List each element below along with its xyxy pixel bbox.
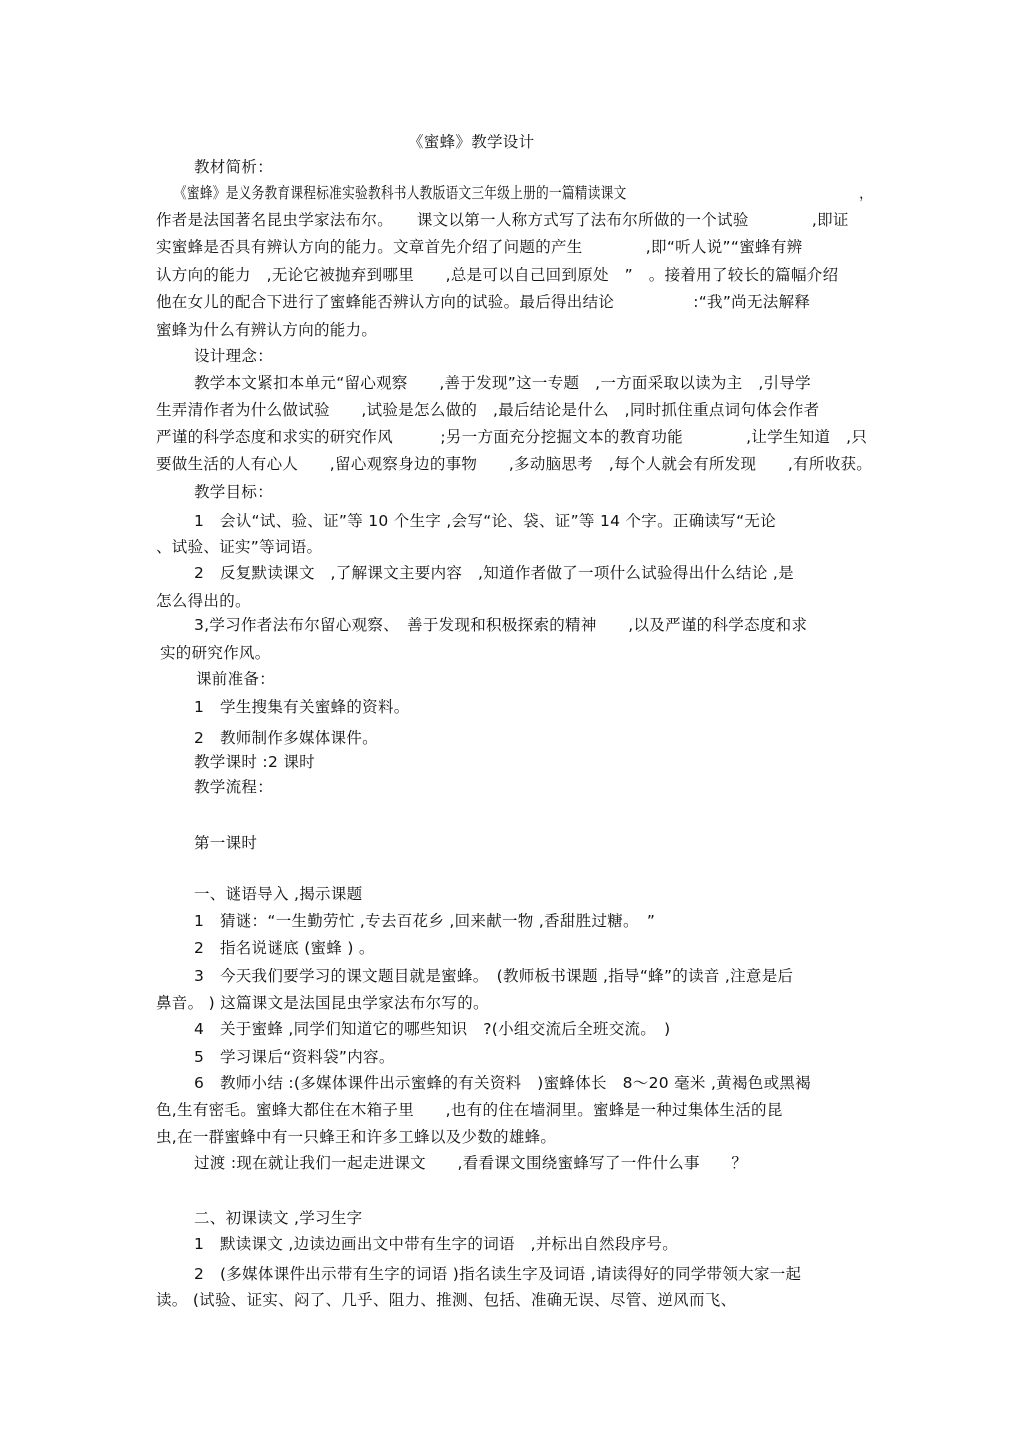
list-item: 2 反复默读课文 ,了解课文主要内容 ,知道作者做了一项什么试验得出什么结论 ,是 [194, 564, 794, 582]
paragraph-line: 认方向的能力 ,无论它被抛弃到哪里 ,总是可以自己回到原处 ” 。接着用了较长的篇幅介绍 [156, 266, 839, 284]
paragraph-line: 虫,在一群蜜蜂中有一只蜂王和许多工蜂以及少数的雄蜂。 [156, 1128, 557, 1146]
heading-first-lesson: 第一课时 [194, 834, 258, 852]
list-item: 1 会认“试、验、证”等 10 个生字 ,会写“论、袋、证”等 14 个字。正确读写“无论 [194, 512, 777, 530]
heading-teaching-flow: 教学流程： [194, 778, 274, 796]
list-item: 2 教师制作多媒体课件。 [194, 729, 378, 747]
list-item: 4 关于蜜蜂 ,同学们知道它的哪些知识 ?(小组交流后全班交流。 ) [194, 1020, 671, 1038]
list-item: 2 指名说谜底 (蜜蜂 ) 。 [194, 939, 375, 957]
heading-textbook-analysis: 教材简析： [194, 158, 274, 176]
paragraph-line: 实蜜蜂是否具有辨认方向的能力。文章首先介绍了问题的产生 ,即“听人说”“蜜蜂有辨 [156, 238, 803, 256]
section-heading: 一、谜语导入 ,揭示课题 [194, 885, 363, 903]
paragraph-line: 、试验、证实”等词语。 [156, 538, 323, 556]
heading-preparation: 课前准备： [196, 670, 276, 688]
paragraph-line: 严谨的科学态度和求实的研究作风 ;另一方面充分挖掘文本的教育功能 ,让学生知道 ,只 [156, 428, 868, 446]
list-item: 3,学习作者法布尔留心观察、 善于发现和积极探索的精神 ,以及严谨的科学态度和求 [194, 616, 808, 634]
list-item: 5 学习课后“资料袋”内容。 [194, 1048, 395, 1066]
paragraph-line: 读。 (试验、证实、闷了、几乎、阻力、推测、包括、准确无误、尽管、逆风而飞、 [156, 1291, 737, 1309]
paragraph-line: 《蜜蜂》是义务教育课程标准实验教科书人教版语文三年级上册的一篇精读课文 ， [174, 184, 873, 202]
heading-design-concept: 设计理念： [194, 347, 274, 365]
paragraph-line: 教学课时 :2 课时 [194, 753, 315, 771]
paragraph-line: 生弄清作者为什么做试验 ,试验是怎么做的 ,最后结论是什么 ,同时抓住重点词句体会作者 [156, 401, 820, 419]
list-item: 1 猜谜：“一生勤劳忙 ,专去百花乡 ,回来献一物 ,香甜胜过糖。 ” [194, 912, 656, 930]
list-item: 2 (多媒体课件出示带有生字的词语 )指名读生字及词语 ,请读得好的同学带领大家一起 [194, 1265, 802, 1283]
paragraph-line: 教学本文紧扣本单元“留心观察 ,善于发现”这一专题 ,一方面采取以读为主 ,引导学 [194, 374, 811, 392]
paragraph-line: 过渡 :现在就让我们一起走进课文 ,看看课文围绕蜜蜂写了一件什么事 ？ [194, 1154, 748, 1172]
paragraph-line: 要做生活的人有心人 ,留心观察身边的事物 ,多动脑思考 ,每个人就会有所发现 ,有所收获。 [156, 455, 873, 473]
paragraph-line: 实的研究作风。 [160, 644, 271, 662]
paragraph-line: 作者是法国著名昆虫学家法布尔。 课文以第一人称方式写了法布尔所做的一个试验 ,即证 [156, 211, 849, 229]
paragraph-line: 色,生有密毛。蜜蜂大都住在木箱子里 ,也有的住在墙洞里。蜜蜂是一种过集体生活的昆 [156, 1101, 783, 1119]
section-heading: 二、初课读文 ,学习生字 [194, 1209, 363, 1227]
paragraph-line: 鼻音。 ) 这篇课文是法国昆虫学家法布尔写的。 [156, 994, 489, 1012]
document-title: 《蜜蜂》教学设计 [408, 133, 535, 151]
list-item: 1 默读课文 ,边读边画出文中带有生字的词语 ,并标出自然段序号。 [194, 1235, 679, 1253]
paragraph-line: 他在女儿的配合下进行了蜜蜂能否辨认方向的试验。最后得出结论 :“我”尚无法解释 [156, 293, 811, 311]
paragraph-line: 怎么得出的。 [156, 592, 251, 610]
heading-teaching-goals: 教学目标： [194, 483, 274, 501]
list-item: 3 今天我们要学习的课文题目就是蜜蜂。 (教师板书课题 ,指导“蜂”的读音 ,注意是后 [194, 967, 794, 985]
list-item: 6 教师小结 :(多媒体课件出示蜜蜂的有关资料 )蜜蜂体长 8～20 毫米 ,黄褐色或黑褐 [194, 1074, 811, 1092]
paragraph-line: 蜜蜂为什么有辨认方向的能力。 [156, 321, 378, 339]
list-item: 1 学生搜集有关蜜蜂的资料。 [194, 698, 410, 716]
